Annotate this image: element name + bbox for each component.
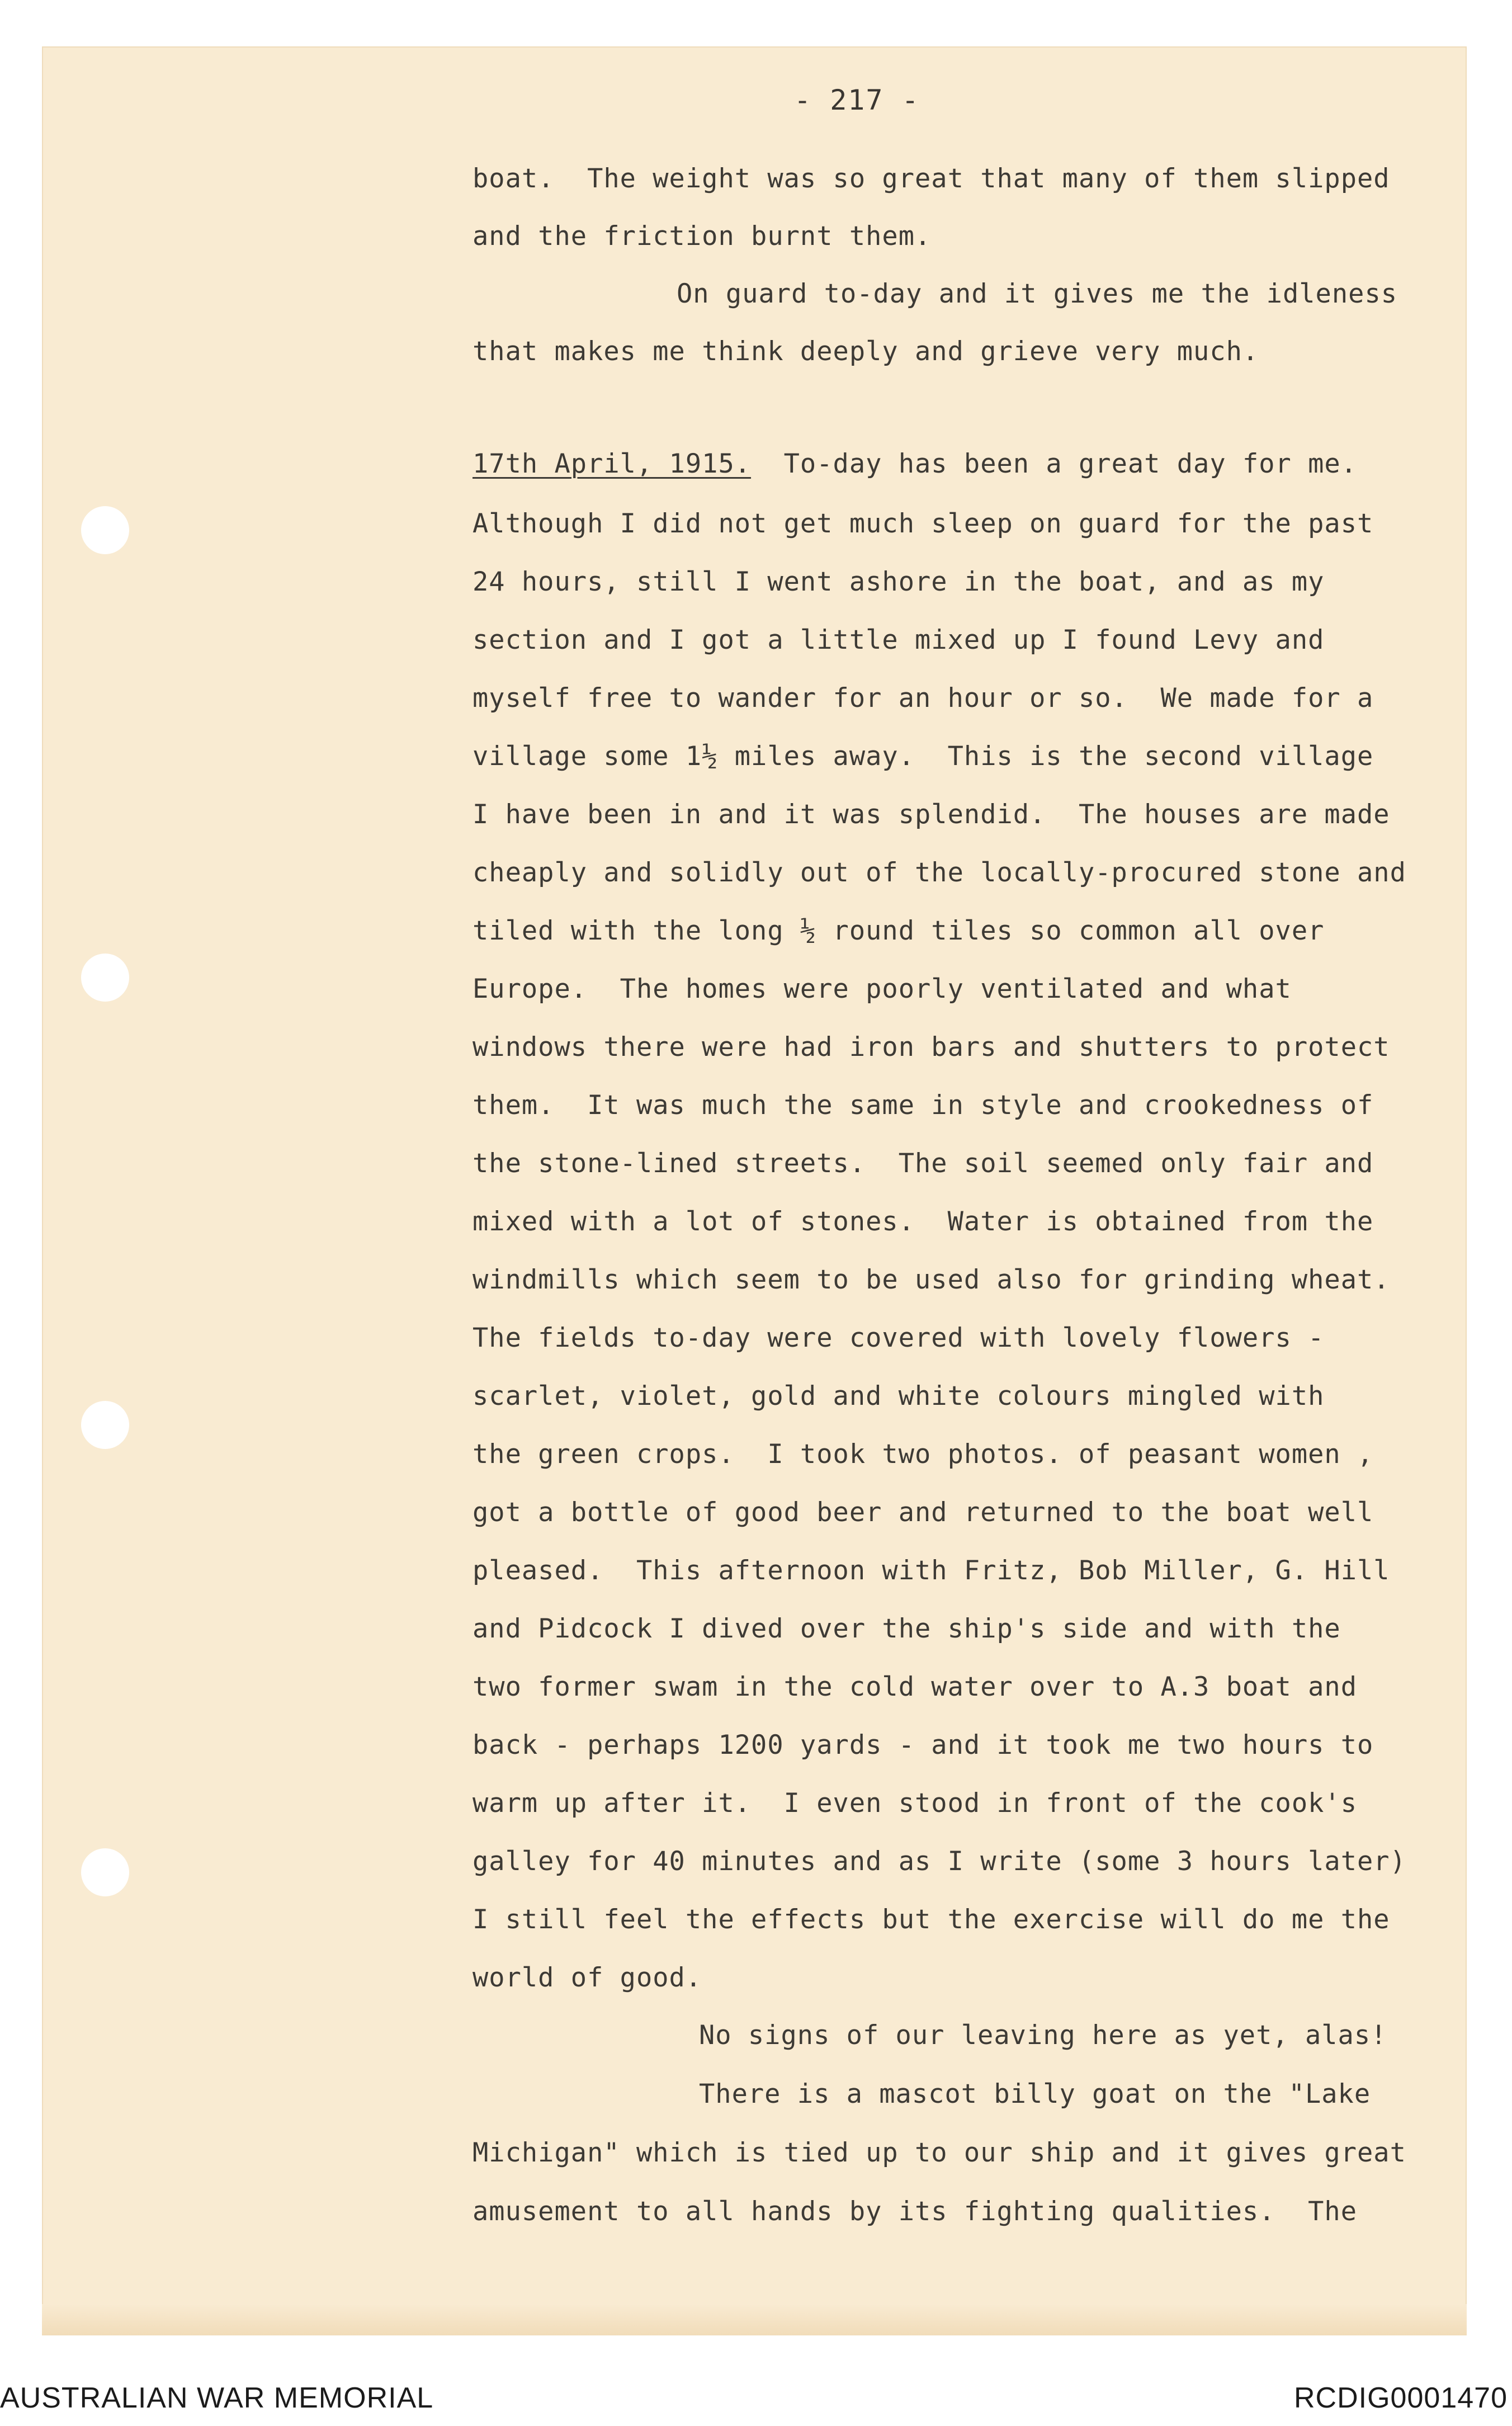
text-line: I have been in and it was splendid. The houses are made bbox=[472, 799, 1390, 830]
text-line: I still feel the effects but the exercise will do me the bbox=[472, 1904, 1390, 1935]
page-edge-shadow bbox=[42, 2304, 1467, 2335]
text-line: The fields to-day were covered with lovely flowers - bbox=[472, 1323, 1325, 1353]
text-line: them. It was much the same in style and crookedness of bbox=[472, 1090, 1374, 1121]
punch-hole bbox=[81, 954, 129, 1002]
text-line: two former swam in the cold water over to A.3 boat and bbox=[472, 1672, 1358, 1702]
text-line: 24 hours, still I went ashore in the boat, and as my bbox=[472, 567, 1325, 597]
text-line: Michigan" which is tied up to our ship and it gives great bbox=[472, 2137, 1406, 2168]
text-line: windmills which seem to be used also for grinding wheat. bbox=[472, 1264, 1390, 1295]
text-line: the stone-lined streets. The soil seemed only fair and bbox=[472, 1148, 1374, 1179]
entry-date: 17th April, 1915. bbox=[472, 449, 752, 479]
text-line: back - perhaps 1200 yards - and it took me two hours to bbox=[472, 1730, 1374, 1760]
footer-institution: AUSTRALIAN WAR MEMORIAL bbox=[0, 2382, 434, 2414]
text-line: There is a mascot billy goat on the "Lake bbox=[699, 2079, 1371, 2109]
text-line: village some 1½ miles away. This is the second village bbox=[472, 741, 1374, 772]
text-line: world of good. bbox=[472, 1962, 702, 1993]
page-number: - 217 - bbox=[794, 84, 920, 116]
text-line: and Pidcock I dived over the ship's side and with the bbox=[472, 1613, 1341, 1644]
text-line: scarlet, violet, gold and white colours mingled with bbox=[472, 1381, 1325, 1412]
text-line: myself free to wander for an hour or so. We made for a bbox=[472, 683, 1374, 714]
text-line: mixed with a lot of stones. Water is obtained from the bbox=[472, 1206, 1374, 1237]
punch-hole bbox=[81, 1401, 129, 1449]
text-line: warm up after it. I even stood in front of the cook's bbox=[472, 1788, 1358, 1819]
text-line: amusement to all hands by its fighting qualities. The bbox=[472, 2196, 1358, 2227]
punch-hole bbox=[81, 506, 129, 554]
entry-first-line-text: To-day has been a great day for me. bbox=[751, 449, 1358, 479]
text-line: Europe. The homes were poorly ventilated and what bbox=[472, 974, 1292, 1004]
text-line: Although I did not get much sleep on guard for the past bbox=[472, 508, 1374, 539]
text-line: On guard to-day and it gives me the idleness bbox=[677, 279, 1398, 309]
text-line: pleased. This afternoon with Fritz, Bob Miller, G. Hill bbox=[472, 1555, 1390, 1586]
text-line: the green crops. I took two photos. of peasant women , bbox=[472, 1439, 1374, 1470]
text-line: cheaply and solidly out of the locally-procured stone and bbox=[472, 857, 1406, 888]
text-line: windows there were had iron bars and shutters to protect bbox=[472, 1032, 1390, 1063]
text-line: boat. The weight was so great that many of them slipped bbox=[472, 163, 1390, 194]
footer-record-id: RCDIG0001470 bbox=[1294, 2382, 1508, 2414]
entry-first-line bbox=[472, 447, 1479, 481]
text-line: No signs of our leaving here as yet, alas! bbox=[699, 2020, 1387, 2051]
text-line: galley for 40 minutes and as I write (some 3 hours later) bbox=[472, 1846, 1406, 1877]
text-line: got a bottle of good beer and returned to the boat well bbox=[472, 1497, 1374, 1528]
text-line: and the friction burnt them. bbox=[472, 221, 932, 252]
text-line: that makes me think deeply and grieve very much. bbox=[472, 336, 1259, 367]
text-line: section and I got a little mixed up I found Levy and bbox=[472, 625, 1325, 655]
punch-hole bbox=[81, 1848, 129, 1896]
text-line: tiled with the long ½ round tiles so common all over bbox=[472, 915, 1325, 946]
